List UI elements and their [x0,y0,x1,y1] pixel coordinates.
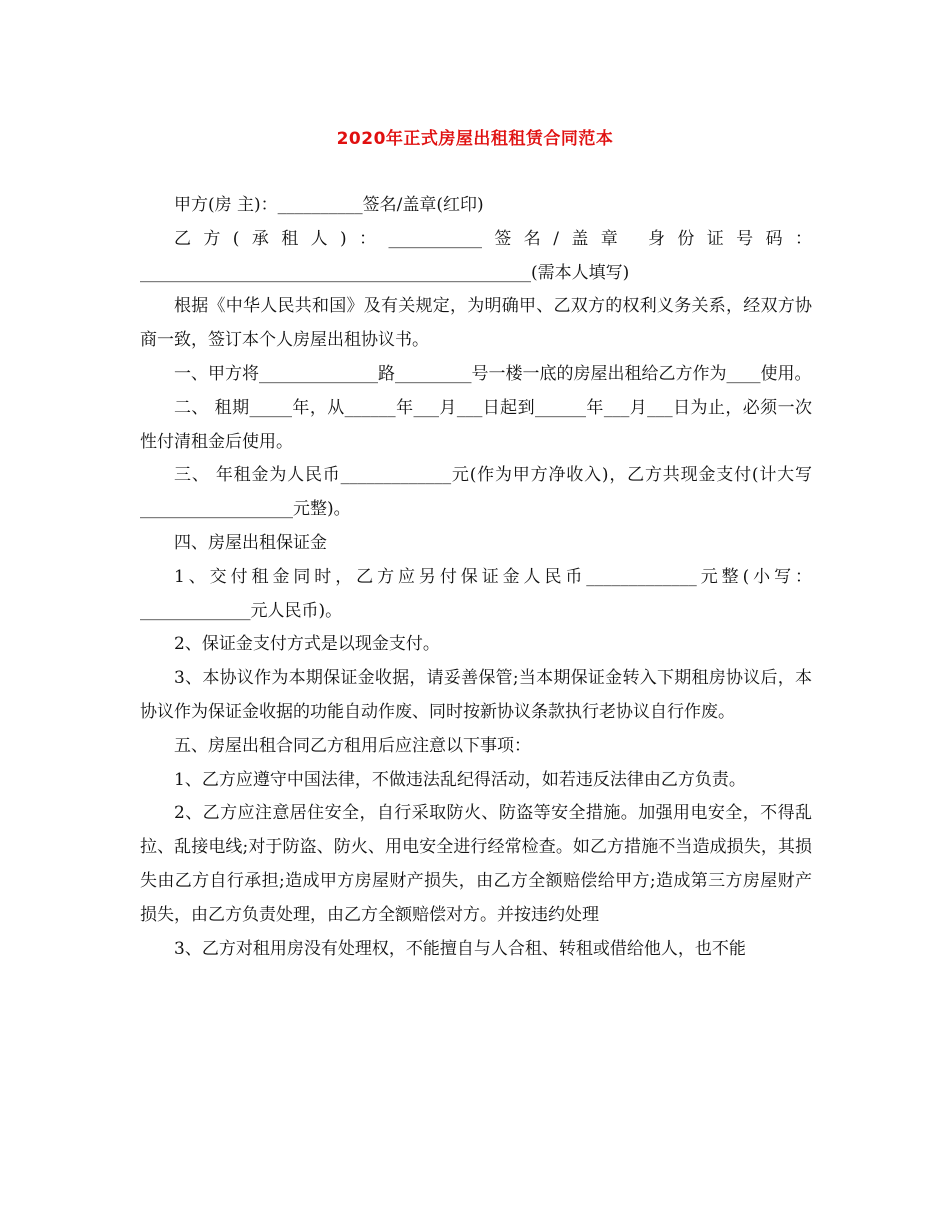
document-title: 2020年正式房屋出租租赁合同范本 [336,129,614,149]
party-b-line: 乙方(承租人)：___________签名/盖章 身份证号码：______________________________________________(需本人填写) [140,228,812,283]
preamble-paragraph: 根据《中华人民共和国》及有关规定，为明确甲、乙双方的权利义务关系，经双方协商一致，签订本个人房屋出租协议书。 [140,296,812,351]
document-body [140,189,812,966]
clause-5-heading: 五、房屋出租合同乙方租用后应注意以下事项： [174,735,531,756]
clause-2-paragraph: 二、 租期_____年，从______年___月___日起到______年___月___日为止，必须一次性付清租金后使用。 [140,397,812,452]
clause-5-item-1: 1、乙方应遵守中国法律，不做违法乱纪得活动，如若违反法律由乙方负责。 [174,769,746,790]
clause-5-item-3: 3、乙方对租用房没有处理权，不能擅自与人合租、转租或借给他人，也不能 [174,938,746,959]
clause-5-item-2: 2、乙方应注意居住安全，自行采取防火、防盗等安全措施。加强用电安全，不得乱拉、乱接电线;对于防盗、防火、用电安全进行经常检查。如乙方措施不当造成损失，其损失由乙方自行承担;造成甲方房屋财产损失，由乙方全额赔偿给甲方;造成第三方房屋财产损失，由乙方负责处理，由乙方全额赔偿对方。并按违约处理 [140,803,812,925]
clause-4-item-2: 2、保证金支付方式是以现金支付。 [174,634,440,655]
clause-4-heading: 四、房屋出租保证金 [174,532,327,553]
clause-4-item-1: 1、交付租金同时，乙方应另付保证金人民币_____________元整(小写：_____________元人民币)。 [140,566,812,621]
clause-1-paragraph: 一、甲方将______________路_________号一楼一底的房屋出租给乙方作为____使用。 [174,363,812,384]
clause-3-paragraph: 三、 年租金为人民币_____________元(作为甲方净收入)，乙方共现金支付(计大写__________________元整)。 [140,465,812,520]
clause-4-item-3: 3、本协议作为本期保证金收据，请妥善保管;当本期保证金转入下期租房协议后，本协议作为保证金收据的功能自动作废、同时按新协议条款执行老协议自行作废。 [140,668,812,722]
party-a-line: 甲方(房 主)：__________签名/盖章(红印) [174,195,484,215]
